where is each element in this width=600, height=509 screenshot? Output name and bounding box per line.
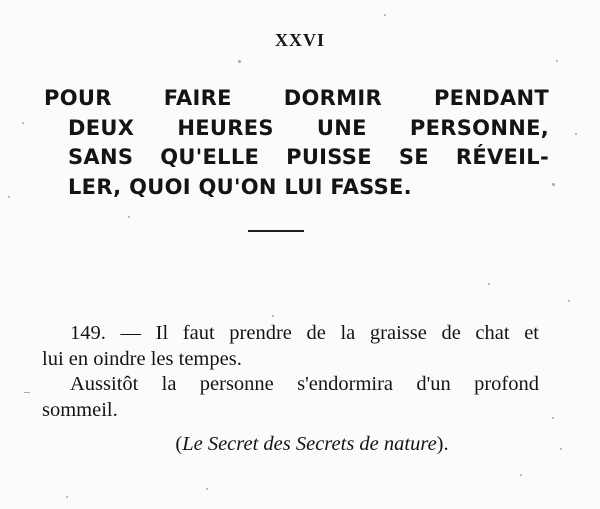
print-speck [488, 283, 490, 285]
chapter-number: XXVI [274, 30, 325, 50]
print-speck [552, 417, 554, 419]
citation-title: Le Secret des Secrets de [182, 433, 384, 455]
citation-close: ). [436, 433, 449, 455]
paragraph-line: Aussitôt la personne s'endormira d'un profond [70, 373, 539, 395]
print-speck [520, 474, 522, 476]
source-citation [0, 433, 600, 456]
citation-title-end: nature [383, 433, 437, 455]
chapter-title-line: POUR FAIRE DORMIR PENDANT [44, 86, 549, 110]
chapter-title [44, 84, 549, 202]
chapter-title-line: DEUX HEURES UNE PERSONNE, [68, 115, 549, 140]
print-speck [384, 14, 386, 16]
print-speck [575, 133, 577, 135]
print-speck [24, 392, 30, 393]
print-speck [272, 315, 274, 317]
paragraph-line: lui en oindre les tempes. [42, 347, 242, 370]
print-speck [552, 183, 555, 186]
section-divider [248, 230, 304, 232]
print-speck [568, 300, 570, 302]
print-speck [22, 122, 24, 124]
recipe-paragraph [42, 321, 539, 423]
print-speck [556, 60, 558, 62]
citation-open-paren: ( [175, 433, 183, 455]
chapter-title-line: LER, QUOI QU'ON LUI FASSE. [68, 174, 412, 199]
print-speck [128, 216, 130, 218]
print-speck [238, 60, 241, 63]
print-speck [66, 496, 68, 498]
paragraph-line: sommeil. [42, 398, 118, 421]
chapter-title-line: SANS QU'ELLE PUISSE SE RÉVEIL- [68, 145, 549, 169]
print-speck [8, 196, 10, 198]
print-speck [206, 488, 208, 490]
paragraph-line: 149. — Il faut prendre de la graisse de chat et [70, 322, 539, 344]
